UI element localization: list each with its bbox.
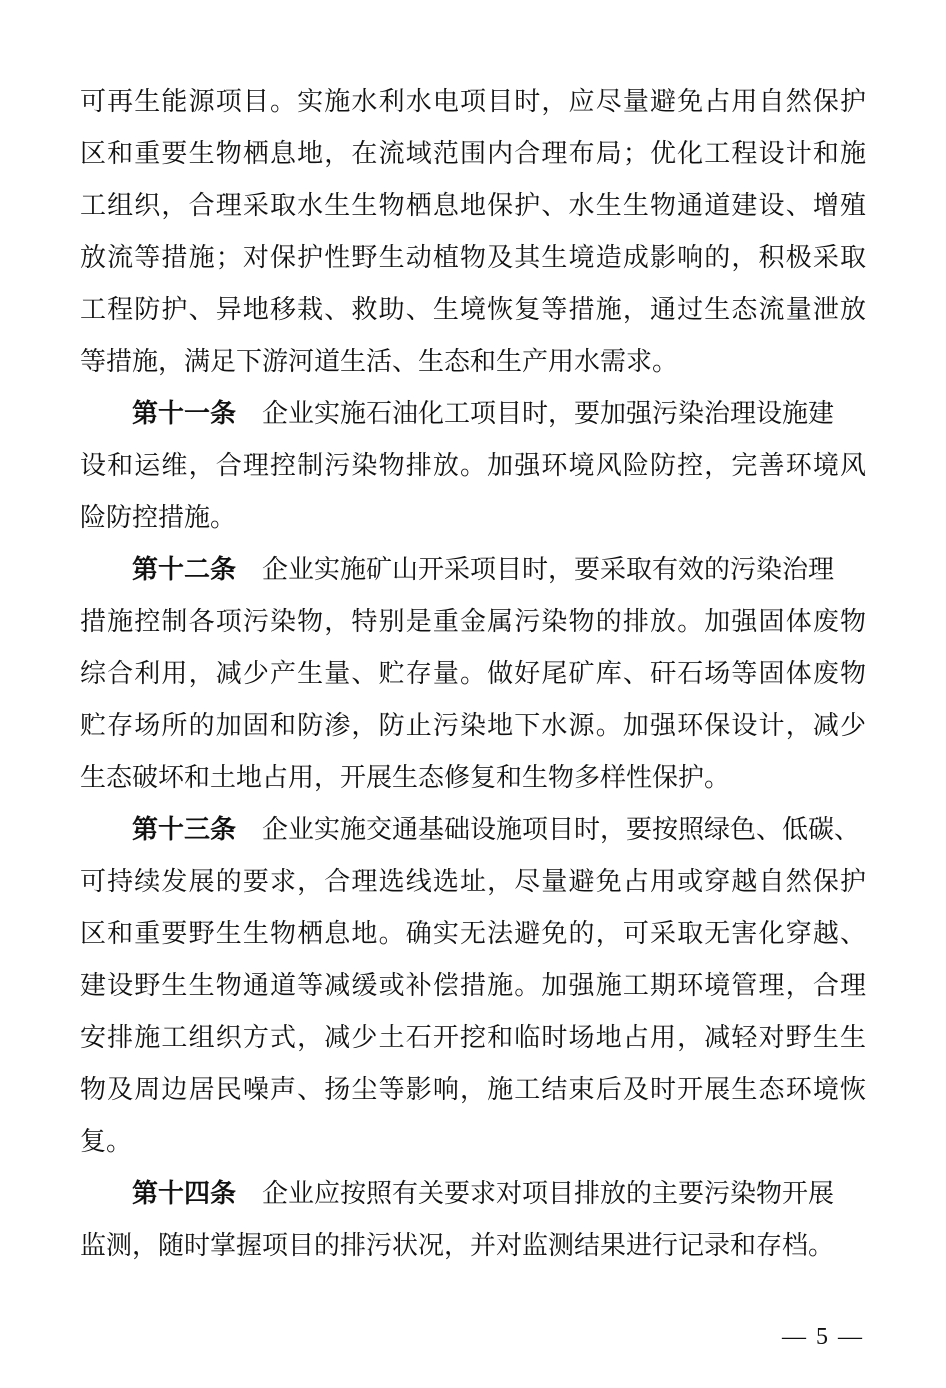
article-heading: 第十三条 (132, 815, 237, 845)
article-14 (80, 1168, 866, 1272)
article-first-line (80, 1168, 866, 1220)
text-line: 险防控措施。 (80, 503, 237, 533)
text-line: 贮存场所的加固和防渗，防止污染地下水源。加强环保设计，减少 (80, 711, 866, 741)
article-text: 企业应按照有关要求对项目排放的主要污染物开展 (262, 1179, 835, 1209)
article-text: 企业实施交通基础设施项目时，要按照绿色、低碳、 (262, 815, 861, 845)
text-line: 可再生能源项目。实施水利水电项目时，应尽量避免占用自然保护 (80, 87, 866, 117)
text-line: 工程防护、异地移栽、救助、生境恢复等措施，通过生态流量泄放 (80, 295, 866, 325)
text-line: 物及周边居民噪声、扬尘等影响，施工结束后及时开展生态环境恢 (80, 1075, 866, 1105)
article-11 (80, 388, 866, 544)
text-line: 建设野生生物通道等减缓或补偿措施。加强施工期环境管理，合理 (80, 971, 866, 1001)
article-first-line (80, 388, 866, 440)
text-line: 放流等措施；对保护性野生动植物及其生境造成影响的，积极采取 (80, 243, 866, 273)
article-heading: 第十一条 (132, 399, 237, 429)
article-first-line (80, 544, 866, 596)
document-body (80, 76, 866, 1272)
article-heading: 第十二条 (132, 555, 237, 585)
paragraph-intro (80, 76, 866, 388)
text-line: 设和运维，合理控制污染物排放。加强环境风险防控，完善环境风 (80, 451, 866, 481)
article-13 (80, 804, 866, 1168)
text-line: 监测，随时掌握项目的排污状况，并对监测结果进行记录和存档。 (80, 1231, 835, 1261)
text-line: 等措施，满足下游河道生活、生态和生产用水需求。 (80, 347, 679, 377)
text-line: 措施控制各项污染物，特别是重金属污染物的排放。加强固体废物 (80, 607, 866, 637)
article-text: 企业实施石油化工项目时，要加强污染治理设施建 (262, 399, 835, 429)
text-line: 可持续发展的要求，合理选线选址，尽量避免占用或穿越自然保护 (80, 867, 866, 897)
text-line: 复。 (80, 1127, 133, 1157)
text-line: 安排施工组织方式，减少土石开挖和临时场地占用，减轻对野生生 (80, 1023, 866, 1053)
article-heading: 第十四条 (132, 1179, 237, 1209)
page-number: — 5 — (782, 1324, 864, 1350)
text-line: 工组织，合理采取水生生物栖息地保护、水生生物通道建设、增殖 (80, 191, 866, 221)
text-line: 综合利用，减少产生量、贮存量。做好尾矿库、矸石场等固体废物 (80, 659, 866, 689)
text-line: 生态破坏和土地占用，开展生态修复和生物多样性保护。 (80, 763, 731, 793)
article-text: 企业实施矿山开采项目时，要采取有效的污染治理 (262, 555, 835, 585)
text-line: 区和重要野生生物栖息地。确实无法避免的，可采取无害化穿越、 (80, 919, 866, 949)
article-first-line (80, 804, 866, 856)
article-12 (80, 544, 866, 804)
text-line: 区和重要生物栖息地，在流域范围内合理布局；优化工程设计和施 (80, 139, 866, 169)
